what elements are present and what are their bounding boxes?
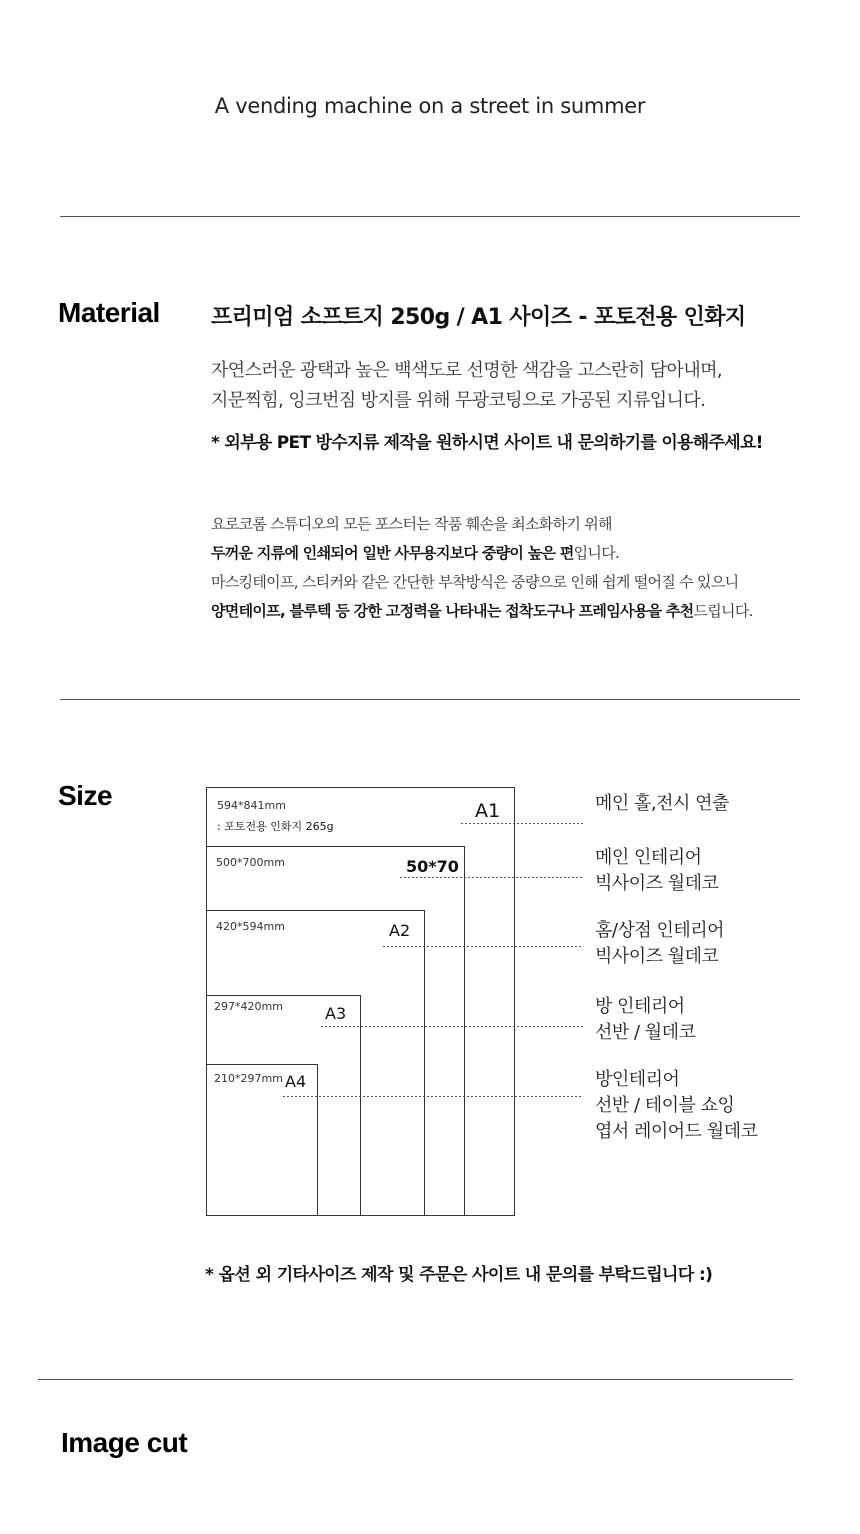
divider <box>60 216 800 217</box>
divider <box>60 699 800 700</box>
care-line-rest: 드립니다. <box>693 602 753 620</box>
paper-outline-a4 <box>207 1065 318 1216</box>
dims-label-a2: 420*594mm <box>216 920 285 933</box>
paper-outline-50x70 <box>207 847 465 1216</box>
care-line <box>211 597 753 626</box>
usage-a2 <box>595 918 724 970</box>
usage-line: 방인테리어 <box>595 1069 680 1090</box>
size-title: Size <box>58 780 113 811</box>
usage-line: 방 인테리어 <box>595 996 685 1017</box>
care-line: 요로코롬 스튜디오의 모든 포스터는 작품 훼손을 최소화하기 위해 <box>211 515 612 533</box>
divider <box>38 1379 793 1380</box>
care-guide <box>211 510 753 626</box>
dims-label-a3: 297*420mm <box>214 1000 283 1013</box>
care-line-rest: 입니다. <box>573 544 620 562</box>
care-line-bold: 양면테이프, 블루텍 등 강한 고정력을 나타내는 접착도구나 프레임사용을 추천 <box>211 602 694 620</box>
usage-a4 <box>595 1067 757 1145</box>
usage-line: 엽서 레이어드 월데코 <box>595 1121 758 1142</box>
material-desc-line: 지문찍힘, 잉크번짐 방지를 위해 무광코팅으로 가공된 지류입니다. <box>211 390 706 411</box>
care-line-bold: 두꺼운 지류에 인쇄되어 일반 사무용지보다 중량이 높은 편 <box>211 544 574 562</box>
paper-name-a2: A2 <box>389 921 411 940</box>
usage-line: 메인 인테리어 <box>595 847 702 868</box>
paper-name-a4: A4 <box>285 1072 307 1091</box>
paper-outline-a3 <box>207 996 361 1216</box>
care-line <box>211 539 753 568</box>
usage-a1 <box>595 791 729 817</box>
care-line: 마스킹테이프, 스티커와 같은 간단한 부착방식은 중량으로 인해 쉽게 떨어질 수 있으니 <box>211 573 739 591</box>
paper-name-a1: A1 <box>475 800 501 822</box>
paper-extra-label: : 포토전용 인화지 265g <box>217 820 334 833</box>
usage-a3 <box>595 994 695 1046</box>
usage-line: 선반 / 월데코 <box>595 1022 696 1043</box>
material-title: Material <box>58 297 160 328</box>
paper-name-50x70: 50*70 <box>406 857 459 876</box>
image-cut-title: Image cut <box>61 1427 188 1458</box>
usage-line: 메인 홀,전시 연출 <box>595 793 729 814</box>
material-description <box>211 356 722 416</box>
material-desc-line: 자연스러운 광택과 높은 백색도로 선명한 색감을 고스란히 담아내며, <box>211 360 723 381</box>
product-subtitle: A vending machine on a street in summer <box>214 94 646 118</box>
dims-label-a4: 210*297mm <box>214 1072 283 1085</box>
material-note: * 외부용 PET 방수지류 제작을 원하시면 사이트 내 문의하기를 이용해주세요! <box>211 433 763 453</box>
usage-line: 홈/상점 인테리어 <box>595 920 725 941</box>
usage-50x70 <box>595 845 718 897</box>
usage-line: 빅사이즈 월데코 <box>595 946 719 967</box>
dims-label-a1: 594*841mm <box>217 799 286 812</box>
paper-outline-a2 <box>207 911 425 1216</box>
usage-line: 선반 / 테이블 쇼잉 <box>595 1095 735 1116</box>
dims-label-50x70: 500*700mm <box>216 856 285 869</box>
paper-outline-a1 <box>207 788 515 1216</box>
material-heading: 프리미엄 소프트지 250g / A1 사이즈 - 포토전용 인화지 <box>211 305 746 330</box>
usage-line: 빅사이즈 월데코 <box>595 873 719 894</box>
size-note: * 옵션 외 기타사이즈 제작 및 주문은 사이트 내 문의를 부탁드립니다 :) <box>205 1265 713 1285</box>
paper-name-a3: A3 <box>325 1004 347 1023</box>
